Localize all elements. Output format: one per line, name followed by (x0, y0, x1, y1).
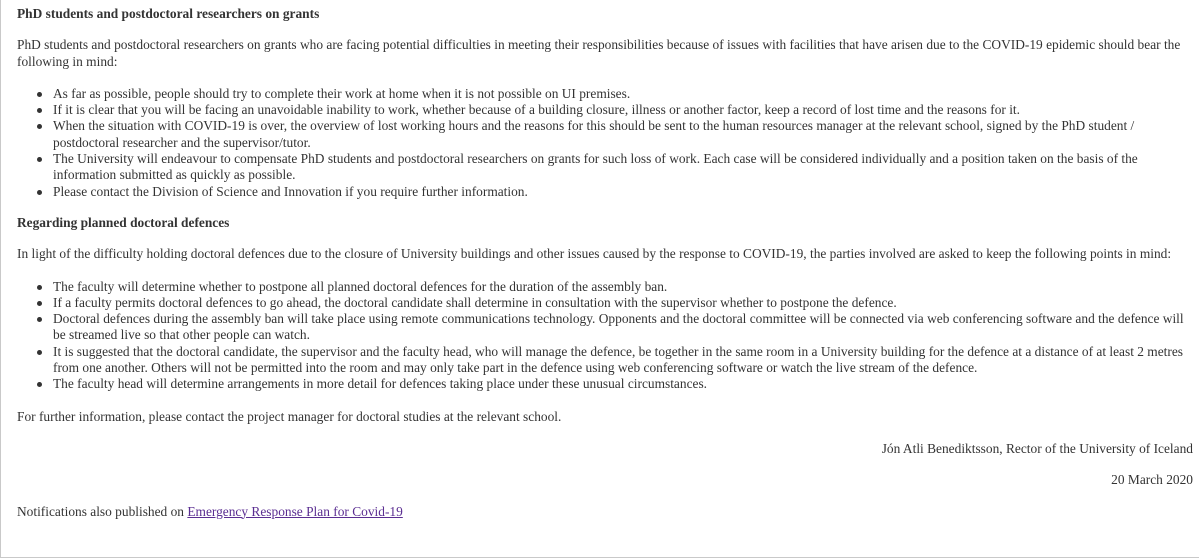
list-item: Doctoral defences during the assembly ban will take place using remote communications technology. Opponents and the doctoral committee will be connected via web conferencing software and the defence will be streamed live so that other people can watch. (53, 311, 1193, 344)
section-intro-doctoral-defences: In light of the difficulty holding doctoral defences due to the closure of University buildings and other issues caused by the response to COVID-19, the parties involved are asked to keep the following points in mind: (17, 246, 1172, 262)
list-item: It is suggested that the doctoral candidate, the supervisor and the faculty head, who will manage the defence, be together in the same room in a University building for the defence at a distance of at least 2 metres from one another. Others will not be permitted into the room and may only take part in the defence using web conferencing software or watch the live stream of the defence. (53, 344, 1193, 377)
list-item: When the situation with COVID-19 is over, the overview of lost working hours and the reasons for this should be sent to the human resources manager at the relevant school, signed by the PhD student / postdoctoral researcher and the supervisor/tutor. (53, 118, 1193, 151)
signature-date: 20 March 2020 (1111, 472, 1193, 488)
closing-paragraph: For further information, please contact the project manager for doctoral studies at the relevant school. (17, 408, 562, 424)
list-item: The University will endeavour to compensate PhD students and postdoctoral researchers on grants for such loss of work. Each case will be considered individually and a position taken on the basis of the information submitted as quickly as possible. (53, 151, 1193, 184)
list-item: If a faculty permits doctoral defences to go ahead, the doctoral candidate shall determine in consultation with the supervisor whether to postpone the defence. (53, 295, 1193, 311)
footer-notice (17, 504, 1193, 520)
list-item: The faculty will determine whether to postpone all planned doctoral defences for the duration of the assembly ban. (53, 279, 1193, 295)
bullet-list-doctoral-defences (17, 279, 1193, 393)
bullet-list-phd-grants (17, 86, 1193, 200)
section-heading-doctoral-defences: Regarding planned doctoral defences (17, 214, 230, 230)
signature-name: Jón Atli Benediktsson, Rector of the University of Iceland (881, 440, 1193, 456)
footer-prefix: Notifications also published on (17, 503, 188, 519)
emergency-response-plan-link[interactable]: Emergency Response Plan for Covid-19 (187, 503, 403, 519)
list-item: Please contact the Division of Science and Innovation if you require further information. (53, 184, 1193, 200)
list-item: As far as possible, people should try to complete their work at home when it is not possible on UI premises. (53, 86, 1193, 102)
section-intro-phd-grants: PhD students and postdoctoral researchers on grants who are facing potential difficulties in meeting their responsibilities because of issues with facilities that have arisen due to the COVID-19 epidemic should bear the following in mind: (17, 37, 1181, 69)
list-item: If it is clear that you will be facing an unavoidable inability to work, whether because of a building closure, illness or another factor, keep a record of lost time and the reasons for it. (53, 102, 1193, 118)
list-item: The faculty head will determine arrangements in more detail for defences taking place under these unusual circumstances. (53, 376, 1193, 392)
section-heading-phd-grants: PhD students and postdoctoral researchers on grants (17, 6, 320, 21)
article-content (17, 6, 1193, 520)
